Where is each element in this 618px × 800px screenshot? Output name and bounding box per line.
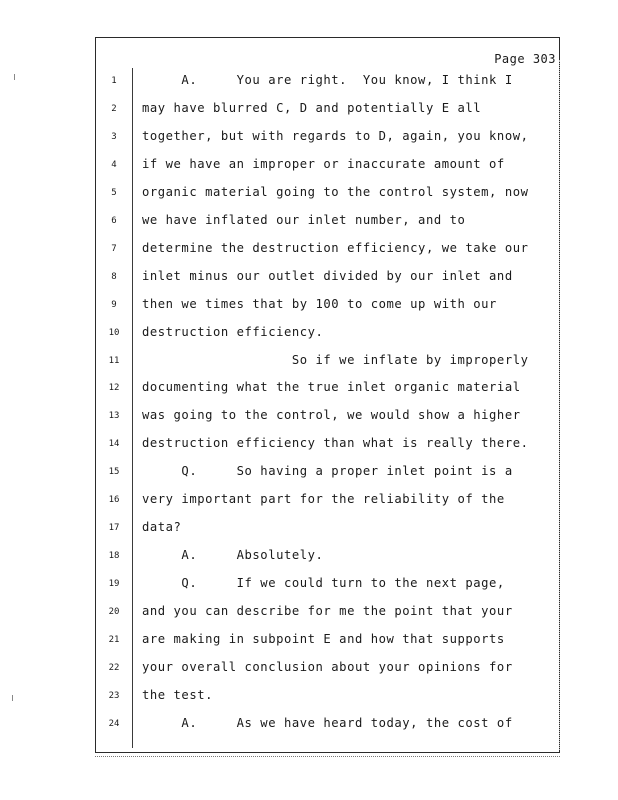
transcript-line — [0, 297, 618, 317]
transcript-line — [0, 688, 618, 708]
transcript-line — [0, 185, 618, 205]
line-text: your overall conclusion about your opinions for — [142, 659, 513, 674]
line-number: 24 — [108, 718, 120, 729]
line-number: 12 — [108, 383, 120, 394]
line-text: and you can describe for me the point that your — [142, 604, 513, 619]
transcript-line — [0, 632, 618, 652]
transcript-line — [0, 157, 618, 177]
line-number: 14 — [108, 439, 120, 450]
line-number: 7 — [111, 243, 117, 254]
line-number: 6 — [111, 215, 117, 226]
line-text: very important part for the reliability of the — [142, 492, 505, 507]
line-number: 5 — [111, 187, 117, 198]
transcript-line — [0, 129, 618, 149]
line-text: A. Absolutely. — [142, 548, 324, 563]
transcript-line — [0, 548, 618, 568]
line-number: 10 — [108, 327, 120, 338]
transcript-line — [0, 241, 618, 261]
line-number: 2 — [111, 103, 117, 114]
line-text: inlet minus our outlet divided by our inlet and — [142, 268, 513, 283]
line-text: destruction efficiency. — [142, 324, 324, 339]
line-text: was going to the control, we would show a higher — [142, 408, 521, 423]
line-number: 1 — [111, 76, 117, 86]
transcript-line — [0, 576, 618, 596]
line-text: the test. — [142, 687, 213, 702]
line-number: 11 — [108, 355, 120, 366]
line-number: 23 — [108, 690, 120, 701]
transcript-line — [0, 660, 618, 680]
transcript-line — [0, 73, 618, 93]
transcript-line — [0, 408, 618, 428]
transcript-line — [0, 213, 618, 233]
line-number: 22 — [108, 662, 120, 673]
transcript-line — [0, 325, 618, 345]
scan-margin-mark — [14, 74, 18, 80]
transcript-line — [0, 520, 618, 540]
line-number: 15 — [108, 467, 120, 478]
line-text: Q. If we could turn to the next page, — [142, 576, 505, 591]
transcript-line — [0, 716, 618, 736]
line-number: 3 — [111, 131, 117, 142]
line-text: Q. So having a proper inlet point is a — [142, 464, 513, 479]
line-number: 13 — [108, 411, 120, 422]
line-text: So if we inflate by improperly — [142, 352, 529, 367]
line-text: determine the destruction efficiency, we take our — [142, 240, 529, 255]
line-number: 8 — [111, 271, 117, 282]
line-text: destruction efficiency than what is really there. — [142, 436, 529, 451]
line-text: are making in subpoint E and how that supports — [142, 632, 505, 646]
line-text: data? — [142, 520, 182, 535]
transcript-line — [0, 380, 618, 400]
line-text: if we have an improper or inaccurate amount of — [142, 156, 505, 171]
transcript-line — [0, 492, 618, 512]
line-number: 17 — [108, 523, 120, 534]
transcript-line — [0, 101, 618, 121]
line-text: organic material going to the control system, now — [142, 184, 529, 199]
transcript-line — [0, 269, 618, 289]
line-text: A. As we have heard today, the cost of — [142, 715, 513, 730]
transcript-line — [0, 604, 618, 624]
line-text: documenting what the true inlet organic material — [142, 380, 521, 395]
scan-margin-mark — [12, 695, 16, 701]
transcript-line — [0, 353, 618, 373]
line-number: 19 — [108, 579, 120, 590]
line-text: together, but with regards to D, again, you know, — [142, 128, 529, 143]
line-number: 16 — [108, 495, 120, 506]
transcript-line — [0, 464, 618, 484]
line-text: A. You are right. You know, I think I — [142, 73, 513, 87]
line-text: we have inflated our inlet number, and to — [142, 212, 466, 227]
line-number: 21 — [108, 635, 120, 645]
line-number: 4 — [111, 159, 117, 170]
line-text: may have blurred C, D and potentially E all — [142, 100, 482, 115]
bottom-rule — [95, 756, 560, 757]
transcript-line — [0, 436, 618, 456]
line-text: then we times that by 100 to come up with our — [142, 296, 497, 311]
line-number: 9 — [111, 299, 117, 310]
page-number: Page 303 — [494, 52, 556, 66]
line-number: 18 — [108, 551, 120, 562]
line-number: 20 — [108, 607, 120, 618]
